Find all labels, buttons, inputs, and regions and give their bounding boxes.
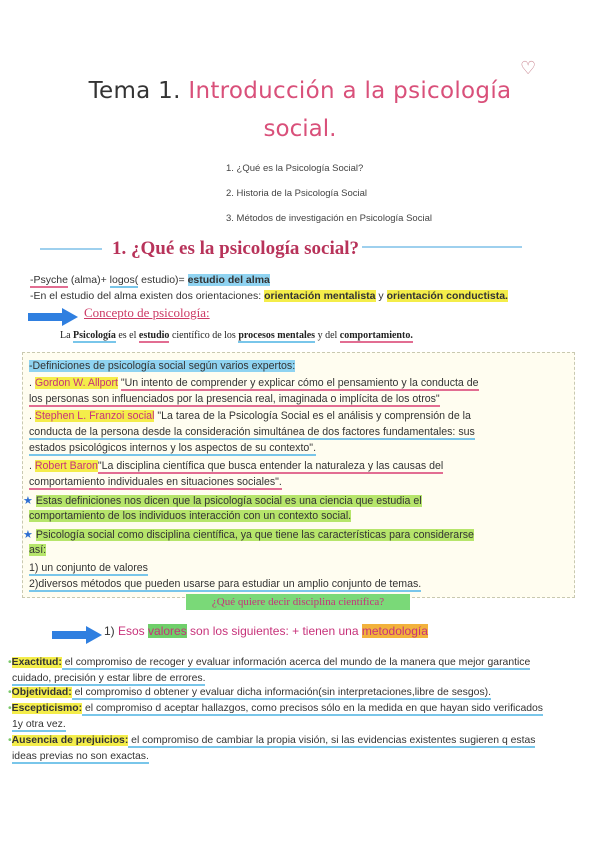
star-note-text: Estas definiciones nos dicen que la psicología social es una ciencia que estudia el bbox=[35, 495, 422, 507]
franzoi-quote: conducta de la persona desde la consideración simultánea de dos factores fundamentales: sus bbox=[29, 426, 475, 438]
value-text: el compromiso de recoger y evaluar información acerca del mundo de la manera que mejor garantice bbox=[61, 657, 531, 668]
value-label: Ausencia de prejuicios: bbox=[11, 735, 129, 746]
value-objetividad bbox=[8, 687, 491, 698]
allport-quote: "Un intento de comprender y explicar cómo el pensamiento y la conducta de bbox=[120, 377, 479, 389]
intro-text: -En el estudio del alma existen dos orientaciones: bbox=[30, 290, 265, 302]
heading-rule-right bbox=[362, 246, 522, 248]
franzoi-name: Stephen L. Franzoi social bbox=[34, 410, 155, 422]
list-item-text: 1) un conjunto de valores bbox=[29, 562, 148, 574]
star-icon: ★ bbox=[23, 529, 33, 541]
star-icon: ★ bbox=[23, 495, 33, 507]
def-term: comportamiento. bbox=[339, 330, 413, 341]
baron-name: Robert Baron bbox=[34, 460, 98, 472]
definitions-box bbox=[22, 352, 575, 598]
star-note-text: así: bbox=[29, 544, 47, 556]
def-text: es el bbox=[115, 330, 139, 341]
star-note-text: Psicología social como disciplina científica, ya que tiene las características para considerarse bbox=[35, 529, 474, 541]
arrow-right-icon bbox=[52, 626, 102, 644]
toc-item-3: 3. Métodos de investigación en Psicología Social bbox=[226, 213, 432, 224]
baron-quote: comportamiento individuales en situaciones sociales". bbox=[29, 476, 282, 488]
star-note-2 bbox=[23, 528, 474, 541]
def-text: y del bbox=[315, 330, 340, 341]
question-bar: ¿Qué quiere decir disciplina científica? bbox=[186, 594, 410, 610]
franzoi-quote: estados psicológicos internos y los aspectos de su contexto". bbox=[29, 442, 317, 454]
value-escepticismo-cont bbox=[12, 719, 66, 730]
star-note-text: comportamiento de los individuos interacción con un contexto social. bbox=[29, 510, 352, 522]
title-main-part2: social. bbox=[263, 116, 337, 142]
value-ausencia-cont bbox=[12, 751, 149, 762]
def-text: La bbox=[60, 330, 74, 341]
value-text: cuidado, precisión y estar libre de errores. bbox=[12, 673, 206, 684]
def-term: estudio bbox=[138, 330, 170, 341]
bullet-dot-icon: • bbox=[8, 657, 12, 668]
list-item-text: 2)diversos métodos que pueden usarse para estudiar un amplio conjunto de temas. bbox=[29, 578, 422, 590]
valores-highlight: valores bbox=[148, 624, 187, 638]
conductista-highlight: orientación conductista. bbox=[386, 290, 508, 302]
box-header-text: -Definiciones de psicología social según varios expertos: bbox=[29, 360, 296, 372]
psychology-definition bbox=[60, 330, 413, 341]
value-ausencia bbox=[8, 735, 535, 746]
values-heading-text: son los siguientes: + tienen una bbox=[186, 624, 362, 638]
value-text: el compromiso d obtener y evaluar dicha información(sin interpretaciones,libre de sesgos). bbox=[71, 687, 491, 698]
box-header bbox=[29, 360, 295, 372]
star-note-1-cont bbox=[29, 510, 351, 522]
value-exactitud-cont bbox=[12, 673, 205, 684]
value-text: ideas previas no son exactas. bbox=[12, 751, 149, 762]
value-label: Exactitud: bbox=[11, 657, 62, 668]
value-text: 1y otra vez. bbox=[12, 719, 66, 730]
intro-text: estudio)= bbox=[138, 274, 188, 286]
arrow-right-icon bbox=[28, 308, 78, 326]
title-prefix: Tema 1. bbox=[88, 78, 181, 104]
heart-doodle-icon: ♡ bbox=[520, 58, 537, 79]
star-note-2-cont bbox=[29, 544, 46, 556]
def-term: procesos mentales bbox=[238, 330, 316, 341]
franzoi-line-2 bbox=[29, 426, 475, 438]
values-heading bbox=[104, 624, 428, 638]
psyche-word: -Psyche bbox=[30, 274, 68, 286]
bullet-dot-icon: • bbox=[8, 735, 12, 746]
estudio-alma-highlight: estudio del alma bbox=[187, 274, 270, 286]
value-text: el compromiso d aceptar hallazgos, como precisos sólo en la medida en que hayan sido verificados bbox=[82, 703, 543, 714]
value-label: Objetividad: bbox=[11, 687, 72, 698]
list-item-1 bbox=[29, 562, 148, 574]
concept-heading: Concepto de psicología: bbox=[84, 305, 210, 320]
section-heading: 1. ¿Qué es la psicología social? bbox=[112, 238, 359, 259]
allport-line-1: . Gordon W. Allport "Un intento de comprender y explicar cómo el pensamiento y la conducta de bbox=[29, 377, 479, 389]
value-escepticismo bbox=[8, 703, 543, 714]
heading-rule-left bbox=[40, 248, 102, 250]
franzoi-line-1: . Stephen L. Franzoi social "La tarea de la Psicología Social es el análisis y comprensión de la bbox=[29, 410, 471, 422]
allport-name: Gordon W. Allport bbox=[34, 377, 118, 389]
def-term: Psicología bbox=[73, 330, 116, 341]
values-heading-text: Esos bbox=[114, 624, 149, 638]
value-exactitud bbox=[8, 657, 530, 668]
toc-item-2: 2. Historia de la Psicología Social bbox=[226, 188, 367, 199]
mentalista-highlight: orientación mentalista bbox=[264, 290, 376, 302]
baron-line-1: . Robert Baron"La disciplina científica que busca entender la naturaleza y las causas del bbox=[29, 460, 444, 472]
star-note-1 bbox=[23, 494, 422, 507]
intro-text: (alma)+ bbox=[67, 274, 110, 286]
page-title bbox=[0, 78, 600, 104]
toc-item-1: 1. ¿Qué es la Psicología Social? bbox=[226, 163, 364, 174]
bullet-dot-icon: • bbox=[8, 703, 12, 714]
logos-word: logos( bbox=[109, 274, 139, 286]
baron-quote: "La disciplina científica que busca entender la naturaleza y las causas del bbox=[97, 460, 444, 472]
franzoi-line-3 bbox=[29, 442, 316, 454]
allport-quote: los personas son influenciados por la presencia real, imaginada o implícita de los otros" bbox=[29, 393, 440, 405]
intro-text: y bbox=[375, 290, 387, 302]
title-main-part1: Introducción a la psicología bbox=[188, 78, 512, 104]
intro-line-2 bbox=[30, 290, 508, 302]
value-text: el compromiso de cambiar la propia visión, si las evidencias existentes sugieren q estas bbox=[128, 735, 536, 746]
intro-line-1 bbox=[30, 274, 270, 286]
metodologia-highlight: metodología bbox=[361, 624, 428, 638]
def-text: científico de los bbox=[169, 330, 239, 341]
baron-line-2 bbox=[29, 476, 282, 488]
allport-line-2 bbox=[29, 393, 440, 405]
value-label: Escepticismo: bbox=[11, 703, 83, 714]
values-heading-num: 1) bbox=[104, 624, 115, 638]
list-item-2 bbox=[29, 578, 421, 590]
franzoi-quote: "La tarea de la Psicología Social es el análisis y comprensión de la bbox=[157, 410, 471, 422]
bullet-dot-icon: • bbox=[8, 687, 12, 698]
